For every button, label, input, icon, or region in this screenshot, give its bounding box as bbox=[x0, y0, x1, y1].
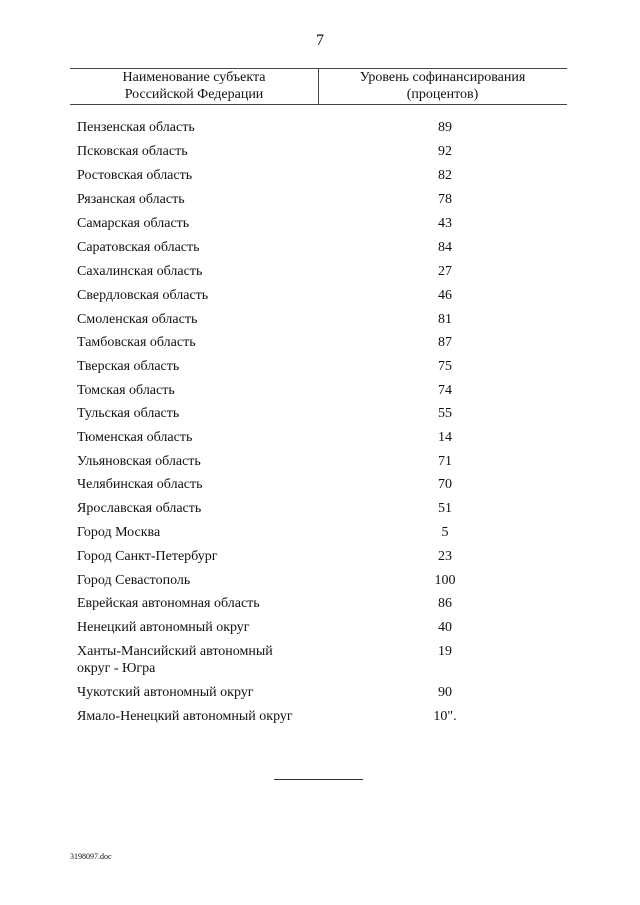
row-value: 87 bbox=[438, 335, 452, 350]
row-value: 70 bbox=[438, 477, 452, 492]
row-value: 81 bbox=[438, 312, 452, 327]
row-name: Пензенская область bbox=[77, 120, 195, 135]
page-number: 7 bbox=[316, 32, 324, 49]
row-value: 100 bbox=[434, 573, 456, 588]
row-name: Ненецкий автономный округ bbox=[77, 620, 250, 635]
row-name: Город Санкт-Петербург bbox=[77, 549, 218, 564]
row-value: 43 bbox=[438, 216, 452, 231]
row-value: 46 bbox=[438, 288, 452, 303]
row-value: 74 bbox=[438, 383, 452, 398]
header-cell-level bbox=[318, 69, 567, 103]
row-name: Смоленская область bbox=[77, 312, 198, 327]
row-value: 51 bbox=[438, 501, 452, 516]
row-name: Ульяновская область bbox=[77, 454, 201, 469]
row-value: 23 bbox=[438, 549, 452, 564]
row-value: 90 bbox=[438, 685, 452, 700]
document-code: 3198097.doc bbox=[70, 852, 112, 861]
row-value: 14 bbox=[438, 430, 452, 445]
row-value: 27 bbox=[438, 264, 452, 279]
row-value: 71 bbox=[438, 454, 452, 469]
row-name: Город Севастополь bbox=[77, 573, 191, 588]
row-value: 19 bbox=[438, 644, 452, 659]
row-name: Еврейская автономная область bbox=[77, 596, 260, 611]
row-name: Рязанская область bbox=[77, 192, 185, 207]
row-value: 78 bbox=[438, 192, 452, 207]
row-name: Тюменская область bbox=[77, 430, 193, 445]
header-level-line-2: (процентов) bbox=[406, 87, 479, 102]
row-name: Тульская область bbox=[77, 406, 180, 421]
row-name: Тамбовская область bbox=[77, 335, 196, 350]
row-name: Псковская область bbox=[77, 144, 188, 159]
row-name: Тверская область bbox=[77, 359, 180, 374]
row-value: 84 bbox=[438, 240, 452, 255]
row-name: Город Москва bbox=[77, 525, 161, 540]
row-name-line-2: округ - Югра bbox=[77, 661, 156, 676]
row-name: Челябинская область bbox=[77, 477, 203, 492]
header-cell-name bbox=[70, 69, 318, 103]
row-value: 5 bbox=[441, 525, 449, 540]
row-value: 40 bbox=[438, 620, 452, 635]
header-name-line-1: Наименование субъекта bbox=[122, 70, 266, 85]
row-value: 10". bbox=[433, 709, 457, 724]
row-value: 89 bbox=[438, 120, 452, 135]
row-name: Чукотский автономный округ bbox=[77, 685, 254, 700]
row-value: 55 bbox=[438, 406, 452, 421]
row-value: 92 bbox=[438, 144, 452, 159]
end-of-document-rule bbox=[274, 779, 363, 780]
row-name: Ярославская область bbox=[77, 501, 202, 516]
row-name: Томская область bbox=[77, 383, 175, 398]
row-name: Самарская область bbox=[77, 216, 190, 231]
row-value: 75 bbox=[438, 359, 452, 374]
header-name-line-2: Российской Федерации bbox=[124, 87, 264, 102]
row-name: Свердловская область bbox=[77, 288, 209, 303]
row-name-line-1: Ханты-Мансийский автономный bbox=[77, 644, 273, 659]
row-value: 86 bbox=[438, 596, 452, 611]
row-name: Сахалинская область bbox=[77, 264, 203, 279]
row-value: 82 bbox=[438, 168, 452, 183]
row-name: Саратовская область bbox=[77, 240, 200, 255]
header-level-line-1: Уровень софинансирования bbox=[359, 70, 526, 85]
row-name: Ростовская область bbox=[77, 168, 193, 183]
table-header-bottom-rule bbox=[70, 104, 567, 105]
row-name: Ямало-Ненецкий автономный округ bbox=[77, 709, 293, 724]
row-name bbox=[77, 643, 322, 677]
